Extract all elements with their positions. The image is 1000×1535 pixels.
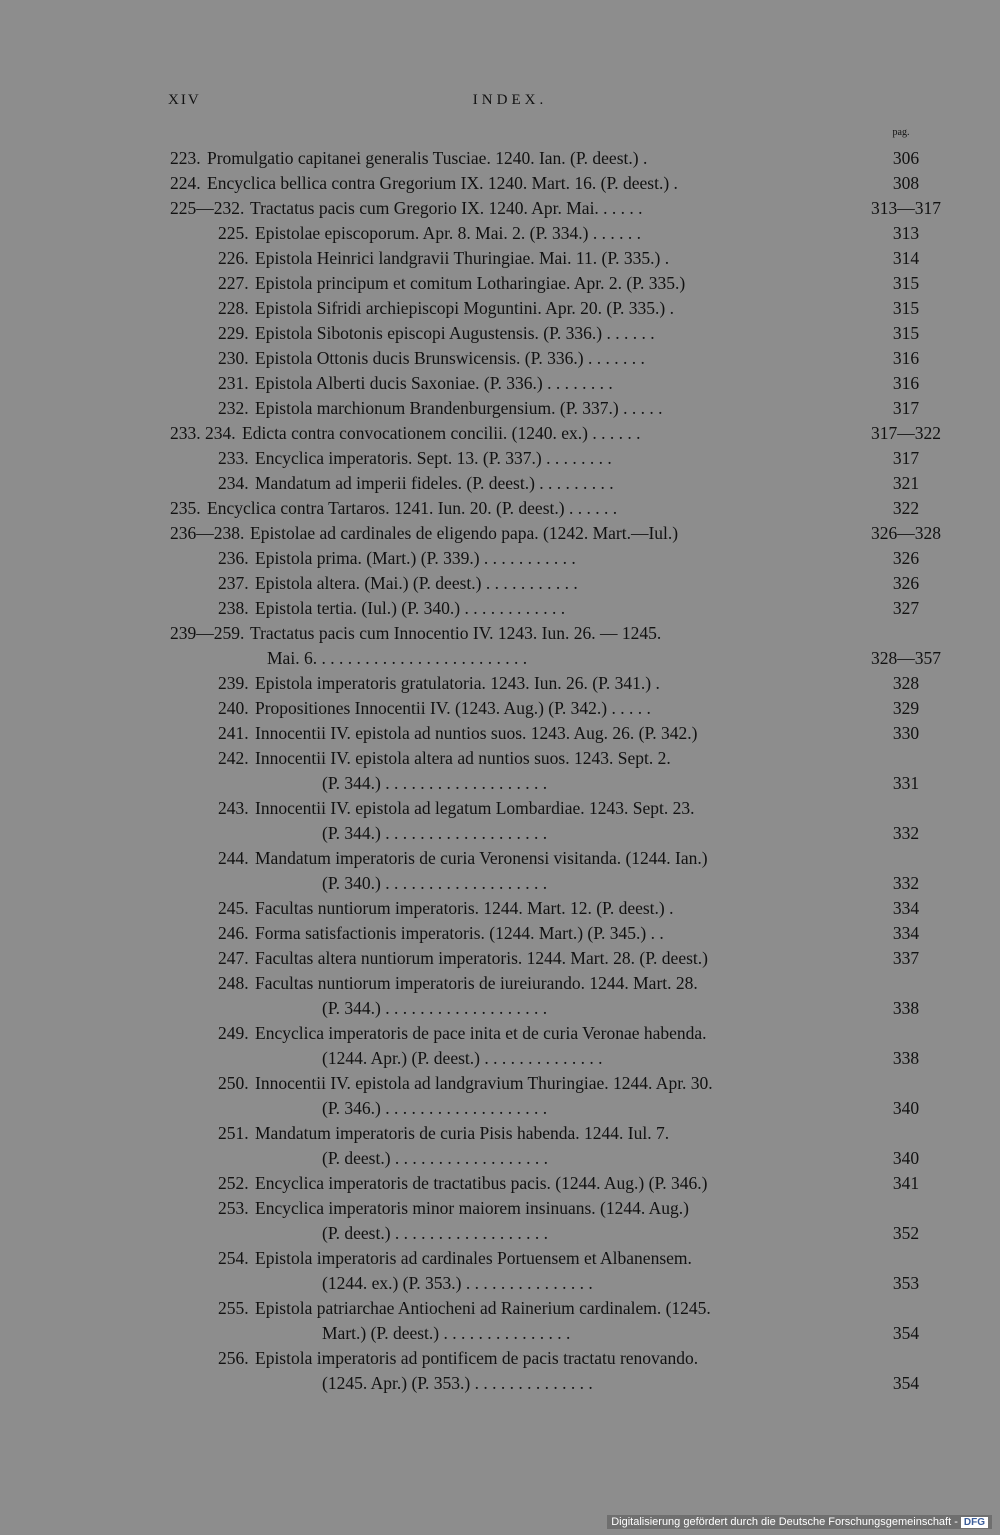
entry-title: (P. 344.) . . . . . . . . . . . . . . . . . . .: [322, 773, 548, 793]
index-entry: [0, 546, 1000, 571]
entry-title: Innocentii IV. epistola ad legatum Lombardiae. 1243. Sept. 23.: [255, 798, 695, 818]
entry-number: 243.: [218, 798, 249, 818]
index-entry: [0, 346, 1000, 371]
index-entry: [0, 871, 1000, 896]
index-entry: [0, 821, 1000, 846]
index-entry: [0, 846, 1000, 871]
index-entry: [0, 1371, 1000, 1396]
entry-title: Epistola imperatoris gratulatoria. 1243. Iun. 26. (P. 341.) .: [255, 673, 660, 693]
index-entry: [0, 1171, 1000, 1196]
entry-page: 352: [892, 1223, 920, 1243]
entry-number: 226.: [218, 248, 249, 268]
entry-number: 233. 234.: [170, 423, 236, 443]
entry-title: Epistola Heinrici landgravii Thuringiae. Mai. 11. (P. 335.) .: [255, 248, 670, 268]
entry-title: Innocentii IV. epistola ad nuntios suos. 1243. Aug. 26. (P. 342.): [255, 723, 698, 743]
entry-number: 245.: [218, 898, 249, 918]
entry-title: Encyclica imperatoris de tractatibus pacis. (1244. Aug.) (P. 346.): [255, 1173, 708, 1193]
entry-number: 254.: [218, 1248, 249, 1268]
entry-page: 330: [892, 723, 920, 743]
entry-title: Epistola Alberti ducis Saxoniae. (P. 336.) . . . . . . . .: [255, 373, 613, 393]
index-entry: [0, 721, 1000, 746]
entry-number: 225—232.: [170, 198, 245, 218]
index-entry: [0, 1071, 1000, 1096]
entry-number: 223.: [170, 148, 201, 168]
entry-page: 315: [892, 298, 920, 318]
entry-title: Edicta contra convocationem concilii. (1240. ex.) . . . . . .: [242, 423, 641, 443]
index-entry: [0, 996, 1000, 1021]
index-entry: [0, 1271, 1000, 1296]
footer-text: Digitalisierung gefördert durch die Deutsche Forschungsgemeinschaft -: [611, 1516, 958, 1528]
index-entry: [0, 646, 1000, 671]
entry-title: Epistola prima. (Mart.) (P. 339.) . . . . . . . . . . .: [255, 548, 576, 568]
index-entry: [0, 1346, 1000, 1371]
entry-number: 224.: [170, 173, 201, 193]
entry-page: 315: [892, 273, 920, 293]
entry-number: 249.: [218, 1023, 249, 1043]
index-entry: [0, 771, 1000, 796]
entry-page: 313—317: [871, 198, 941, 218]
entry-page: 332: [892, 873, 920, 893]
entry-number: 237.: [218, 573, 249, 593]
index-entry: [0, 471, 1000, 496]
entry-page: 317: [892, 398, 920, 418]
index-entry: [0, 921, 1000, 946]
entry-title: Tractatus pacis cum Innocentio IV. 1243. Iun. 26. — 1245.: [250, 623, 662, 643]
entry-title: Propositiones Innocentii IV. (1243. Aug.) (P. 342.) . . . . .: [255, 698, 651, 718]
entry-number: 246.: [218, 923, 249, 943]
index-entry: [0, 1046, 1000, 1071]
index-entry: [0, 146, 1000, 171]
entry-page: 322: [892, 498, 920, 518]
index-entry: [0, 746, 1000, 771]
entry-number: 229.: [218, 323, 249, 343]
entry-title: (1245. Apr.) (P. 353.) . . . . . . . . . . . . . .: [322, 1373, 593, 1393]
entry-number: 240.: [218, 698, 249, 718]
entry-page: 340: [892, 1148, 920, 1168]
index-entry: [0, 671, 1000, 696]
entry-number: 247.: [218, 948, 249, 968]
entry-title: Epistola marchionum Brandenburgensium. (P. 337.) . . . . .: [255, 398, 663, 418]
entry-title: Encyclica bellica contra Gregorium IX. 1240. Mart. 16. (P. deest.) .: [207, 173, 678, 193]
entry-page: 338: [892, 1048, 920, 1068]
entry-title: Forma satisfactionis imperatoris. (1244. Mart.) (P. 345.) . .: [255, 923, 664, 943]
entry-page: 353: [892, 1273, 920, 1293]
entry-page: 328—357: [871, 648, 941, 668]
entry-page: 328: [892, 673, 920, 693]
entry-page: 326: [892, 548, 920, 568]
entry-page: 316: [892, 373, 920, 393]
entry-page: 331: [892, 773, 920, 793]
entry-page: 321: [892, 473, 920, 493]
entry-page: 314: [892, 248, 920, 268]
funding-footer: [607, 1515, 992, 1529]
index-entry: [0, 596, 1000, 621]
index-entry: [0, 696, 1000, 721]
index-entry: [0, 1246, 1000, 1271]
index-entry: [0, 1096, 1000, 1121]
entry-title: (P. 340.) . . . . . . . . . . . . . . . . . . .: [322, 873, 548, 893]
dfg-logo: DFG: [961, 1517, 988, 1528]
index-entry: [0, 1146, 1000, 1171]
index-entry: [0, 296, 1000, 321]
entry-page: 326—328: [871, 523, 941, 543]
entry-title: Encyclica imperatoris minor maiorem insinuans. (1244. Aug.): [255, 1198, 689, 1218]
entry-number: 235.: [170, 498, 201, 518]
index-entry: [0, 1021, 1000, 1046]
entry-page: 313: [892, 223, 920, 243]
index-entry: [0, 521, 1000, 546]
entry-title: Innocentii IV. epistola ad landgravium Thuringiae. 1244. Apr. 30.: [255, 1073, 713, 1093]
index-entry: [0, 571, 1000, 596]
index-entry: [0, 496, 1000, 521]
index-entry: [0, 371, 1000, 396]
entry-title: (P. 344.) . . . . . . . . . . . . . . . . . . .: [322, 823, 548, 843]
entry-title: Facultas nuntiorum imperatoris de iureiurando. 1244. Mart. 28.: [255, 973, 698, 993]
entry-title: (P. deest.) . . . . . . . . . . . . . . . . . .: [322, 1223, 549, 1243]
entry-page: 337: [892, 948, 920, 968]
entry-number: 225.: [218, 223, 249, 243]
entry-page: 316: [892, 348, 920, 368]
entry-title: Innocentii IV. epistola altera ad nuntios suos. 1243. Sept. 2.: [255, 748, 671, 768]
running-header: [168, 92, 852, 114]
entry-title: (P. deest.) . . . . . . . . . . . . . . . . . .: [322, 1148, 549, 1168]
index-entry: [0, 246, 1000, 271]
page-number-roman: XIV: [168, 92, 201, 108]
entry-title: Epistolae episcoporum. Apr. 8. Mai. 2. (P. 334.) . . . . . .: [255, 223, 641, 243]
index-entry: [0, 796, 1000, 821]
entry-title: (1244. Apr.) (P. deest.) . . . . . . . . . . . . . .: [322, 1048, 603, 1068]
entry-title: Epistola principum et comitum Lotharingiae. Apr. 2. (P. 335.): [255, 273, 686, 293]
entry-title: Promulgatio capitanei generalis Tusciae. 1240. Ian. (P. deest.) .: [207, 148, 648, 168]
entry-title: Epistola imperatoris ad cardinales Portuensem et Albanensem.: [255, 1248, 692, 1268]
entry-title: Epistolae ad cardinales de eligendo papa. (1242. Mart.—Iul.): [250, 523, 679, 543]
entry-page: 354: [892, 1373, 920, 1393]
entry-number: 230.: [218, 348, 249, 368]
entry-number: 234.: [218, 473, 249, 493]
entry-page: 308: [892, 173, 920, 193]
entry-page: 334: [892, 923, 920, 943]
entry-page: 317—322: [871, 423, 941, 443]
index-entry: [0, 1196, 1000, 1221]
entry-title: Encyclica contra Tartaros. 1241. Iun. 20. (P. deest.) . . . . . .: [207, 498, 618, 518]
entry-title: Mandatum imperatoris de curia Pisis habenda. 1244. Iul. 7.: [255, 1123, 670, 1143]
entry-number: 251.: [218, 1123, 249, 1143]
entry-page: 340: [892, 1098, 920, 1118]
entry-title: Mandatum imperatoris de curia Veronensi visitanda. (1244. Ian.): [255, 848, 708, 868]
entry-number: 231.: [218, 373, 249, 393]
index-entry: [0, 171, 1000, 196]
index-entry: [0, 196, 1000, 221]
entry-number: 236.: [218, 548, 249, 568]
entry-number: 236—238.: [170, 523, 245, 543]
entry-number: 238.: [218, 598, 249, 618]
entry-number: 255.: [218, 1298, 249, 1318]
page-column-label: pag.: [892, 127, 910, 138]
entry-number: 250.: [218, 1073, 249, 1093]
index-entry: [0, 1296, 1000, 1321]
entry-title: Epistola altera. (Mai.) (P. deest.) . . . . . . . . . . .: [255, 573, 578, 593]
entry-title: Mart.) (P. deest.) . . . . . . . . . . . . . . .: [322, 1323, 571, 1343]
entry-title: Epistola Sibotonis episcopi Augustensis. (P. 336.) . . . . . .: [255, 323, 655, 343]
entry-number: 244.: [218, 848, 249, 868]
index-list: [0, 146, 1000, 1396]
entry-page: 341: [892, 1173, 920, 1193]
index-entry: [0, 421, 1000, 446]
entry-page: 329: [892, 698, 920, 718]
entry-title: Epistola tertia. (Iul.) (P. 340.) . . . . . . . . . . . .: [255, 598, 566, 618]
entry-title: Encyclica imperatoris. Sept. 13. (P. 337.) . . . . . . . .: [255, 448, 612, 468]
index-entry: [0, 396, 1000, 421]
index-entry: [0, 271, 1000, 296]
entry-number: 242.: [218, 748, 249, 768]
index-entry: [0, 946, 1000, 971]
entry-number: 256.: [218, 1348, 249, 1368]
entry-title: Facultas nuntiorum imperatoris. 1244. Mart. 12. (P. deest.) .: [255, 898, 674, 918]
entry-page: 354: [892, 1323, 920, 1343]
entry-title: Tractatus pacis cum Gregorio IX. 1240. Apr. Mai. . . . . .: [250, 198, 643, 218]
entry-title: Mai. 6. . . . . . . . . . . . . . . . . . . . . . . . .: [267, 648, 528, 668]
entry-page: 338: [892, 998, 920, 1018]
index-entry: [0, 321, 1000, 346]
entry-number: 239.: [218, 673, 249, 693]
entry-number: 227.: [218, 273, 249, 293]
entry-title: Encyclica imperatoris de pace inita et de curia Veronae habenda.: [255, 1023, 707, 1043]
entry-page: 334: [892, 898, 920, 918]
entry-title: Mandatum ad imperii fideles. (P. deest.) . . . . . . . . .: [255, 473, 614, 493]
index-entry: [0, 1221, 1000, 1246]
index-entry: [0, 621, 1000, 646]
entry-number: 241.: [218, 723, 249, 743]
entry-page: 327: [892, 598, 920, 618]
index-entry: [0, 1321, 1000, 1346]
entry-title: Epistola imperatoris ad pontificem de pacis tractatu renovando.: [255, 1348, 699, 1368]
entry-page: 315: [892, 323, 920, 343]
entry-number: 239—259.: [170, 623, 245, 643]
entry-page: 332: [892, 823, 920, 843]
entry-title: (P. 344.) . . . . . . . . . . . . . . . . . . .: [322, 998, 548, 1018]
entry-title: Facultas altera nuntiorum imperatoris. 1244. Mart. 28. (P. deest.): [255, 948, 708, 968]
page-title: INDEX.: [472, 92, 548, 108]
entry-title: Epistola Sifridi archiepiscopi Moguntini. Apr. 20. (P. 335.) .: [255, 298, 675, 318]
entry-number: 228.: [218, 298, 249, 318]
entry-number: 233.: [218, 448, 249, 468]
entry-title: (1244. ex.) (P. 353.) . . . . . . . . . . . . . . .: [322, 1273, 593, 1293]
entry-number: 248.: [218, 973, 249, 993]
index-entry: [0, 446, 1000, 471]
entry-number: 232.: [218, 398, 249, 418]
entry-page: 306: [892, 148, 920, 168]
index-entry: [0, 896, 1000, 921]
entry-page: 326: [892, 573, 920, 593]
entry-number: 253.: [218, 1198, 249, 1218]
index-entry: [0, 971, 1000, 996]
entry-title: (P. 346.) . . . . . . . . . . . . . . . . . . .: [322, 1098, 548, 1118]
entry-number: 252.: [218, 1173, 249, 1193]
entry-page: 317: [892, 448, 920, 468]
index-entry: [0, 1121, 1000, 1146]
entry-title: Epistola Ottonis ducis Brunswicensis. (P. 336.) . . . . . . .: [255, 348, 645, 368]
index-entry: [0, 221, 1000, 246]
entry-title: Epistola patriarchae Antiocheni ad Rainerium cardinalem. (1245.: [255, 1298, 711, 1318]
